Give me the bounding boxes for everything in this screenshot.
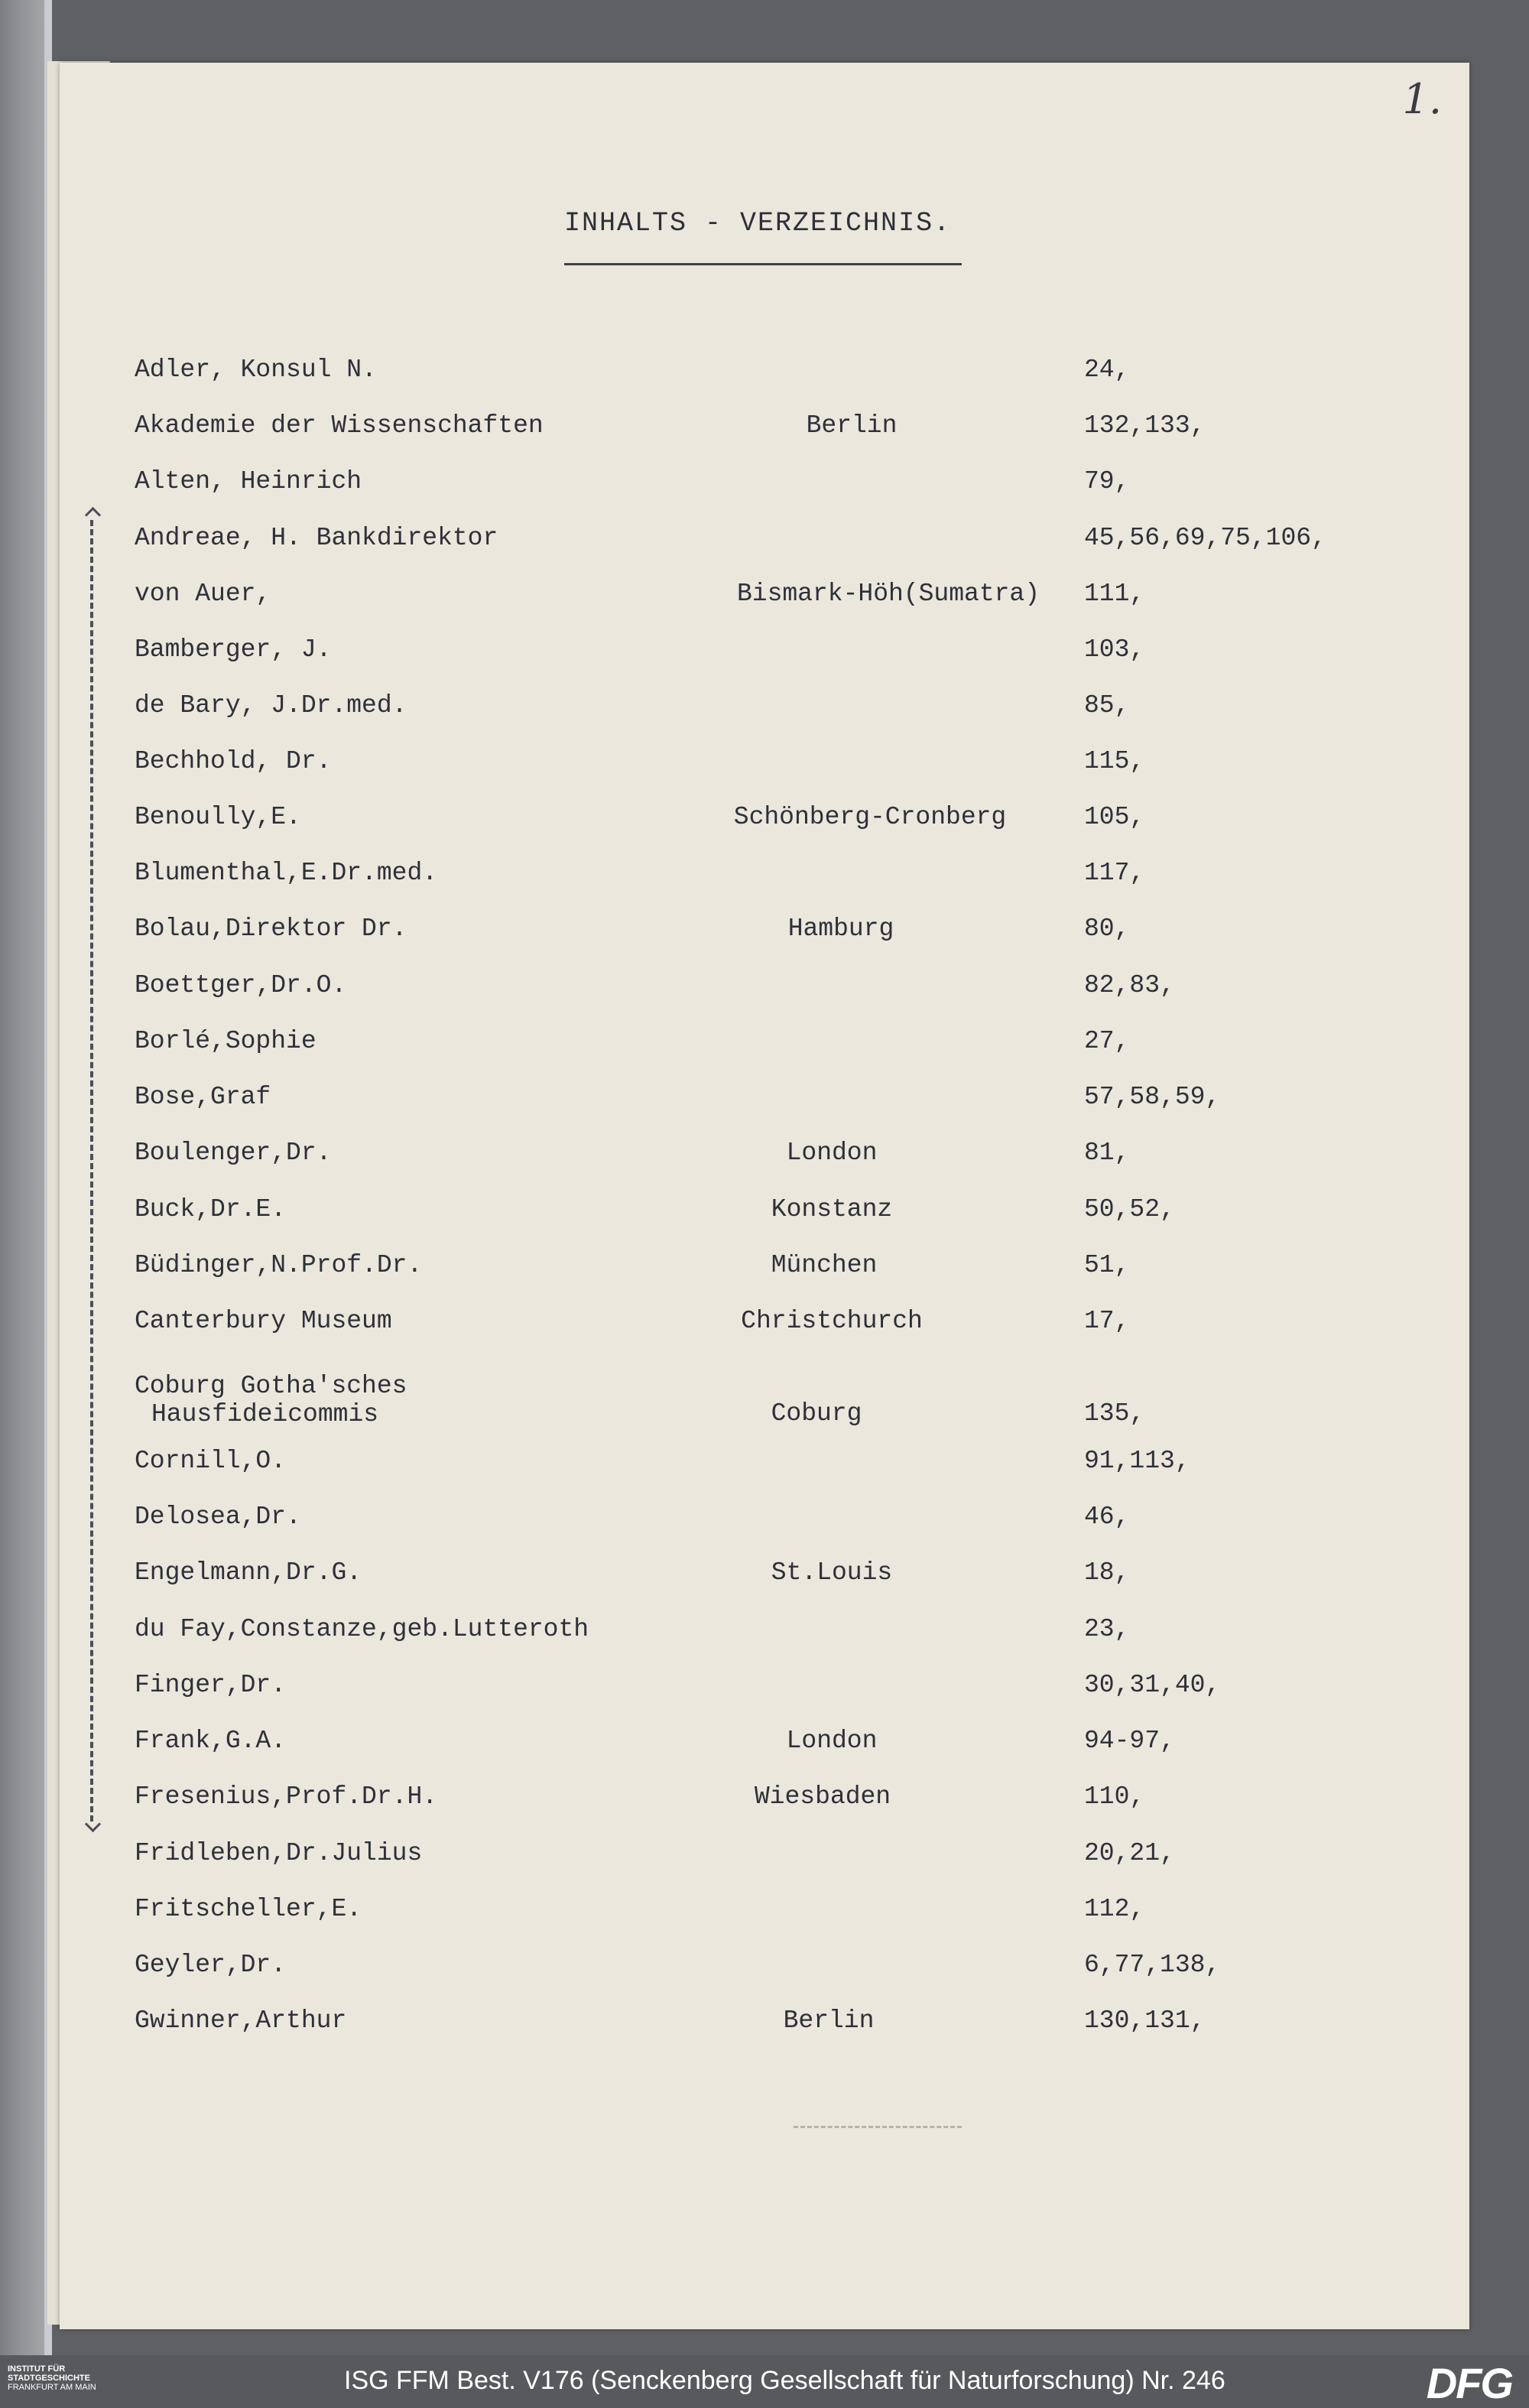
entry-name-line-2: Hausfideicommis (151, 1400, 379, 1428)
institute-line2: STADTGESCHICHTE (8, 2374, 90, 2383)
entry-pages: 112, (1084, 1895, 1145, 1923)
institute-line3: FRANKFURT AM MAIN (8, 2383, 96, 2392)
entry-pages: 30,31,40, (1084, 1671, 1221, 1699)
entry-place: Hamburg (787, 915, 894, 943)
entry-pages: 103, (1084, 635, 1145, 664)
entry-place: Wiesbaden (754, 1782, 891, 1811)
entry-name (135, 1895, 362, 1923)
entry-name-line: Geyler,Dr. (135, 1951, 287, 1979)
entry-name-line: Buck,Dr.E. (135, 1195, 287, 1223)
entry-name (135, 1615, 589, 1643)
entry-name (135, 859, 437, 887)
entry-pages: 111, (1084, 580, 1145, 608)
entry-name (135, 1558, 362, 1587)
entry-place: London (786, 1727, 878, 1755)
entry-pages: 17, (1084, 1307, 1130, 1335)
entry-name-line: Adler, Konsul N. (135, 356, 377, 384)
page-title: INHALTS - VERZEICHNIS. (564, 208, 952, 239)
entry-name (135, 1307, 392, 1335)
entry-name (135, 803, 301, 831)
dfg-logo: DFG (1426, 2359, 1512, 2407)
entry-pages: 50,52, (1084, 1195, 1175, 1223)
entry-name (135, 1839, 422, 1867)
entry-place: München (771, 1251, 878, 1279)
entry-pages: 94-97, (1084, 1727, 1175, 1755)
entry-name-line: du Fay,Constanze,geb.Lutteroth (135, 1615, 589, 1643)
entry-name-line: Blumenthal,E.Dr.med. (135, 859, 438, 887)
entry-name-line: Bolau,Direktor Dr. (135, 915, 407, 943)
entry-pages: 117, (1084, 859, 1145, 887)
entry-name (135, 1372, 407, 1428)
entry-pages: 135, (1084, 1399, 1145, 1428)
entry-name-line: Cornill,O. (135, 1447, 287, 1475)
entry-name-line: Fresenius,Prof.Dr.H. (135, 1782, 438, 1811)
entry-place: Schönberg-Cronberg (733, 803, 1007, 831)
page-number: 1. (1402, 75, 1442, 123)
entry-name (135, 1447, 286, 1475)
entry-name (135, 1782, 437, 1811)
entry-place: Berlin (806, 411, 898, 440)
entry-name (135, 1671, 286, 1699)
entry-name (135, 1503, 301, 1531)
entry-name (135, 1951, 286, 1979)
entry-place: Berlin (783, 2007, 875, 2035)
entry-name (135, 411, 544, 440)
entry-name-line: Delosea,Dr. (135, 1503, 301, 1531)
entry-name-line: de Bary, J.Dr.med. (135, 691, 407, 720)
entry-name-line: Akademie der Wissenschaften (135, 411, 544, 440)
entry-pages: 132,133, (1084, 411, 1206, 440)
entry-pages: 115, (1084, 747, 1145, 775)
entry-pages: 79, (1084, 467, 1130, 496)
index-entries (60, 63, 1469, 2329)
entry-name-line: Bose,Graf (135, 1083, 271, 1111)
entry-name-line: Fritscheller,E. (135, 1895, 362, 1923)
entry-pages: 105, (1084, 803, 1145, 831)
entry-name-line: Fridleben,Dr.Julius (135, 1839, 423, 1867)
entry-name-line: Andreae, H. Bankdirektor (135, 524, 498, 552)
entry-name (135, 1251, 422, 1279)
entry-place: Christchurch (741, 1307, 923, 1335)
entry-pages: 46, (1084, 1503, 1130, 1531)
entry-name-line: Frank,G.A. (135, 1727, 287, 1755)
bottom-dash-mark (794, 2126, 962, 2128)
entry-pages: 82,83, (1084, 971, 1175, 999)
archive-caption: ISG FFM Best. V176 (Senckenberg Gesellschaft für Naturforschung) Nr. 246 (344, 2366, 1225, 2395)
entry-pages: 23, (1084, 1615, 1130, 1643)
entry-name-line: Bamberger, J. (135, 635, 332, 664)
entry-name (135, 467, 362, 496)
entry-name (135, 356, 377, 384)
entry-pages: 130,131, (1084, 2007, 1206, 2035)
entry-name-line: Bechhold, Dr. (135, 747, 332, 775)
entry-name-line: Borlé,Sophie (135, 1027, 317, 1055)
entry-name (135, 635, 331, 664)
entry-pages: 45,56,69,75,106, (1084, 524, 1326, 552)
entry-name (135, 1727, 286, 1755)
entry-pages: 110, (1084, 1782, 1145, 1811)
entry-pages: 91,113, (1084, 1447, 1190, 1475)
entry-place: Bismark-Höh(Sumatra) (736, 580, 1040, 608)
entry-place: Coburg (771, 1399, 862, 1428)
entry-name-line: Engelmann,Dr.G. (135, 1558, 362, 1587)
entry-name-line: Gwinner,Arthur (135, 2007, 347, 2035)
entry-name (135, 915, 407, 943)
entry-name-line: Büdinger,N.Prof.Dr. (135, 1251, 423, 1279)
entry-pages: 85, (1084, 691, 1130, 720)
entry-name-line: Coburg Gotha'sches (135, 1372, 407, 1400)
entry-name-line: von Auer, (135, 580, 271, 608)
entry-pages: 81, (1084, 1139, 1130, 1167)
entry-name (135, 2007, 346, 2035)
entry-name (135, 691, 407, 720)
entry-name-line: Boettger,Dr.O. (135, 971, 347, 999)
entry-name-line: Boulenger,Dr. (135, 1139, 332, 1167)
entry-name (135, 1027, 317, 1055)
entry-name (135, 524, 498, 552)
entry-name-line: Alten, Heinrich (135, 467, 362, 496)
entry-name-line: Finger,Dr. (135, 1671, 287, 1699)
entry-pages: 20,21, (1084, 1839, 1175, 1867)
entry-pages: 80, (1084, 915, 1130, 943)
entry-name (135, 971, 346, 999)
entry-pages: 6,77,138, (1084, 1951, 1221, 1979)
entry-name (135, 1139, 331, 1167)
entry-name (135, 1083, 271, 1111)
entry-name (135, 1195, 286, 1223)
entry-name-line: Canterbury Museum (135, 1307, 392, 1335)
entry-pages: 18, (1084, 1558, 1130, 1587)
entry-pages: 57,58,59, (1084, 1083, 1221, 1111)
entry-pages: 24, (1084, 356, 1130, 384)
entry-place: St.Louis (771, 1558, 893, 1587)
entry-pages: 51, (1084, 1251, 1130, 1279)
document-page (60, 63, 1469, 2329)
institute-line1: INSTITUT FÜR (8, 2364, 66, 2374)
entry-name (135, 580, 271, 608)
entry-name (135, 747, 331, 775)
institute-logo (8, 2364, 130, 2392)
book-binding (0, 0, 46, 2355)
entry-name-line: Benoully,E. (135, 803, 301, 831)
entry-place: London (786, 1139, 878, 1167)
entry-pages: 27, (1084, 1027, 1130, 1055)
archive-footer (0, 2355, 1529, 2408)
entry-place: Konstanz (771, 1195, 893, 1223)
